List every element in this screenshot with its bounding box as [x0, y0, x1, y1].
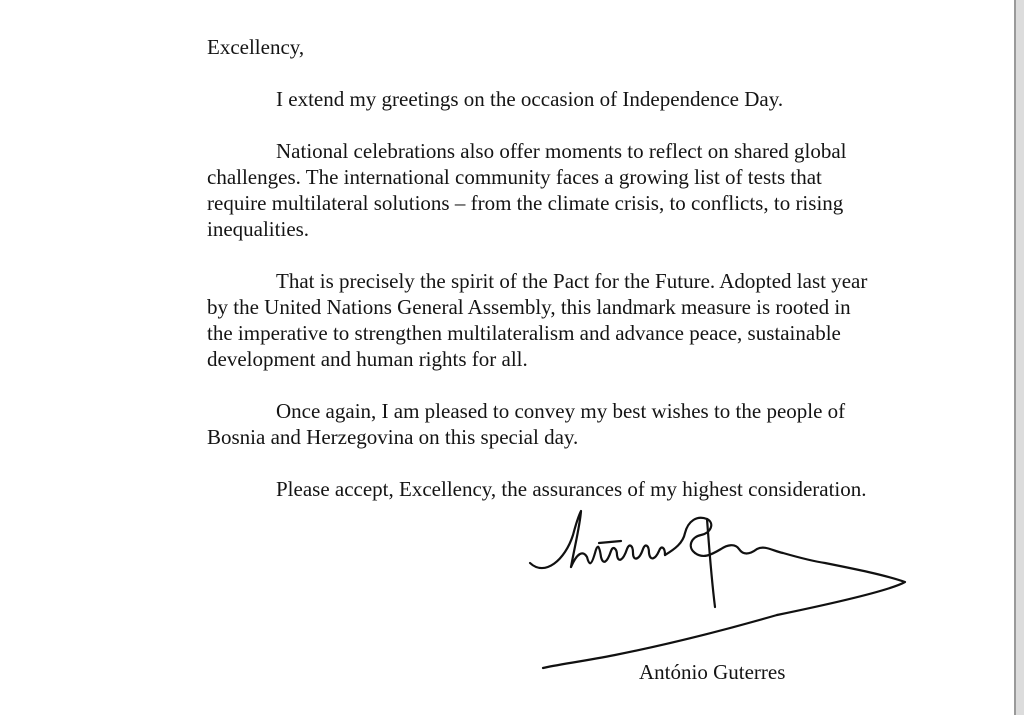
paragraph-line: Bosnia and Herzegovina on this special day.: [207, 425, 579, 449]
paragraph-line: Please accept, Excellency, the assurances of my highest consideration.: [276, 477, 867, 501]
paragraph-line: Once again, I am pleased to convey my best wishes to the people of: [276, 399, 846, 423]
paragraph-line: challenges. The international community faces a growing list of tests that: [207, 165, 822, 189]
signatory-name: António Guterres: [639, 660, 786, 684]
paragraph-line: the imperative to strengthen multilateralism and advance peace, sustainable: [207, 321, 841, 345]
paragraph-line: by the United Nations General Assembly, this landmark measure is rooted in: [207, 295, 851, 319]
handwritten-signature: [525, 505, 910, 685]
paragraph-line: inequalities.: [207, 217, 310, 241]
paragraph-line: require multilateral solutions – from the climate crisis, to conflicts, to rising: [207, 191, 844, 215]
paragraph-line: National celebrations also offer moments to reflect on shared global: [276, 139, 847, 163]
page-edge: [1016, 0, 1024, 715]
paragraph-line: That is precisely the spirit of the Pact for the Future. Adopted last year: [276, 269, 868, 293]
paragraph-line: development and human rights for all.: [207, 347, 528, 371]
page-edge-line: [1014, 0, 1016, 715]
salutation: Excellency,: [207, 35, 305, 59]
paragraph-line: I extend my greetings on the occasion of Independence Day.: [276, 87, 784, 111]
